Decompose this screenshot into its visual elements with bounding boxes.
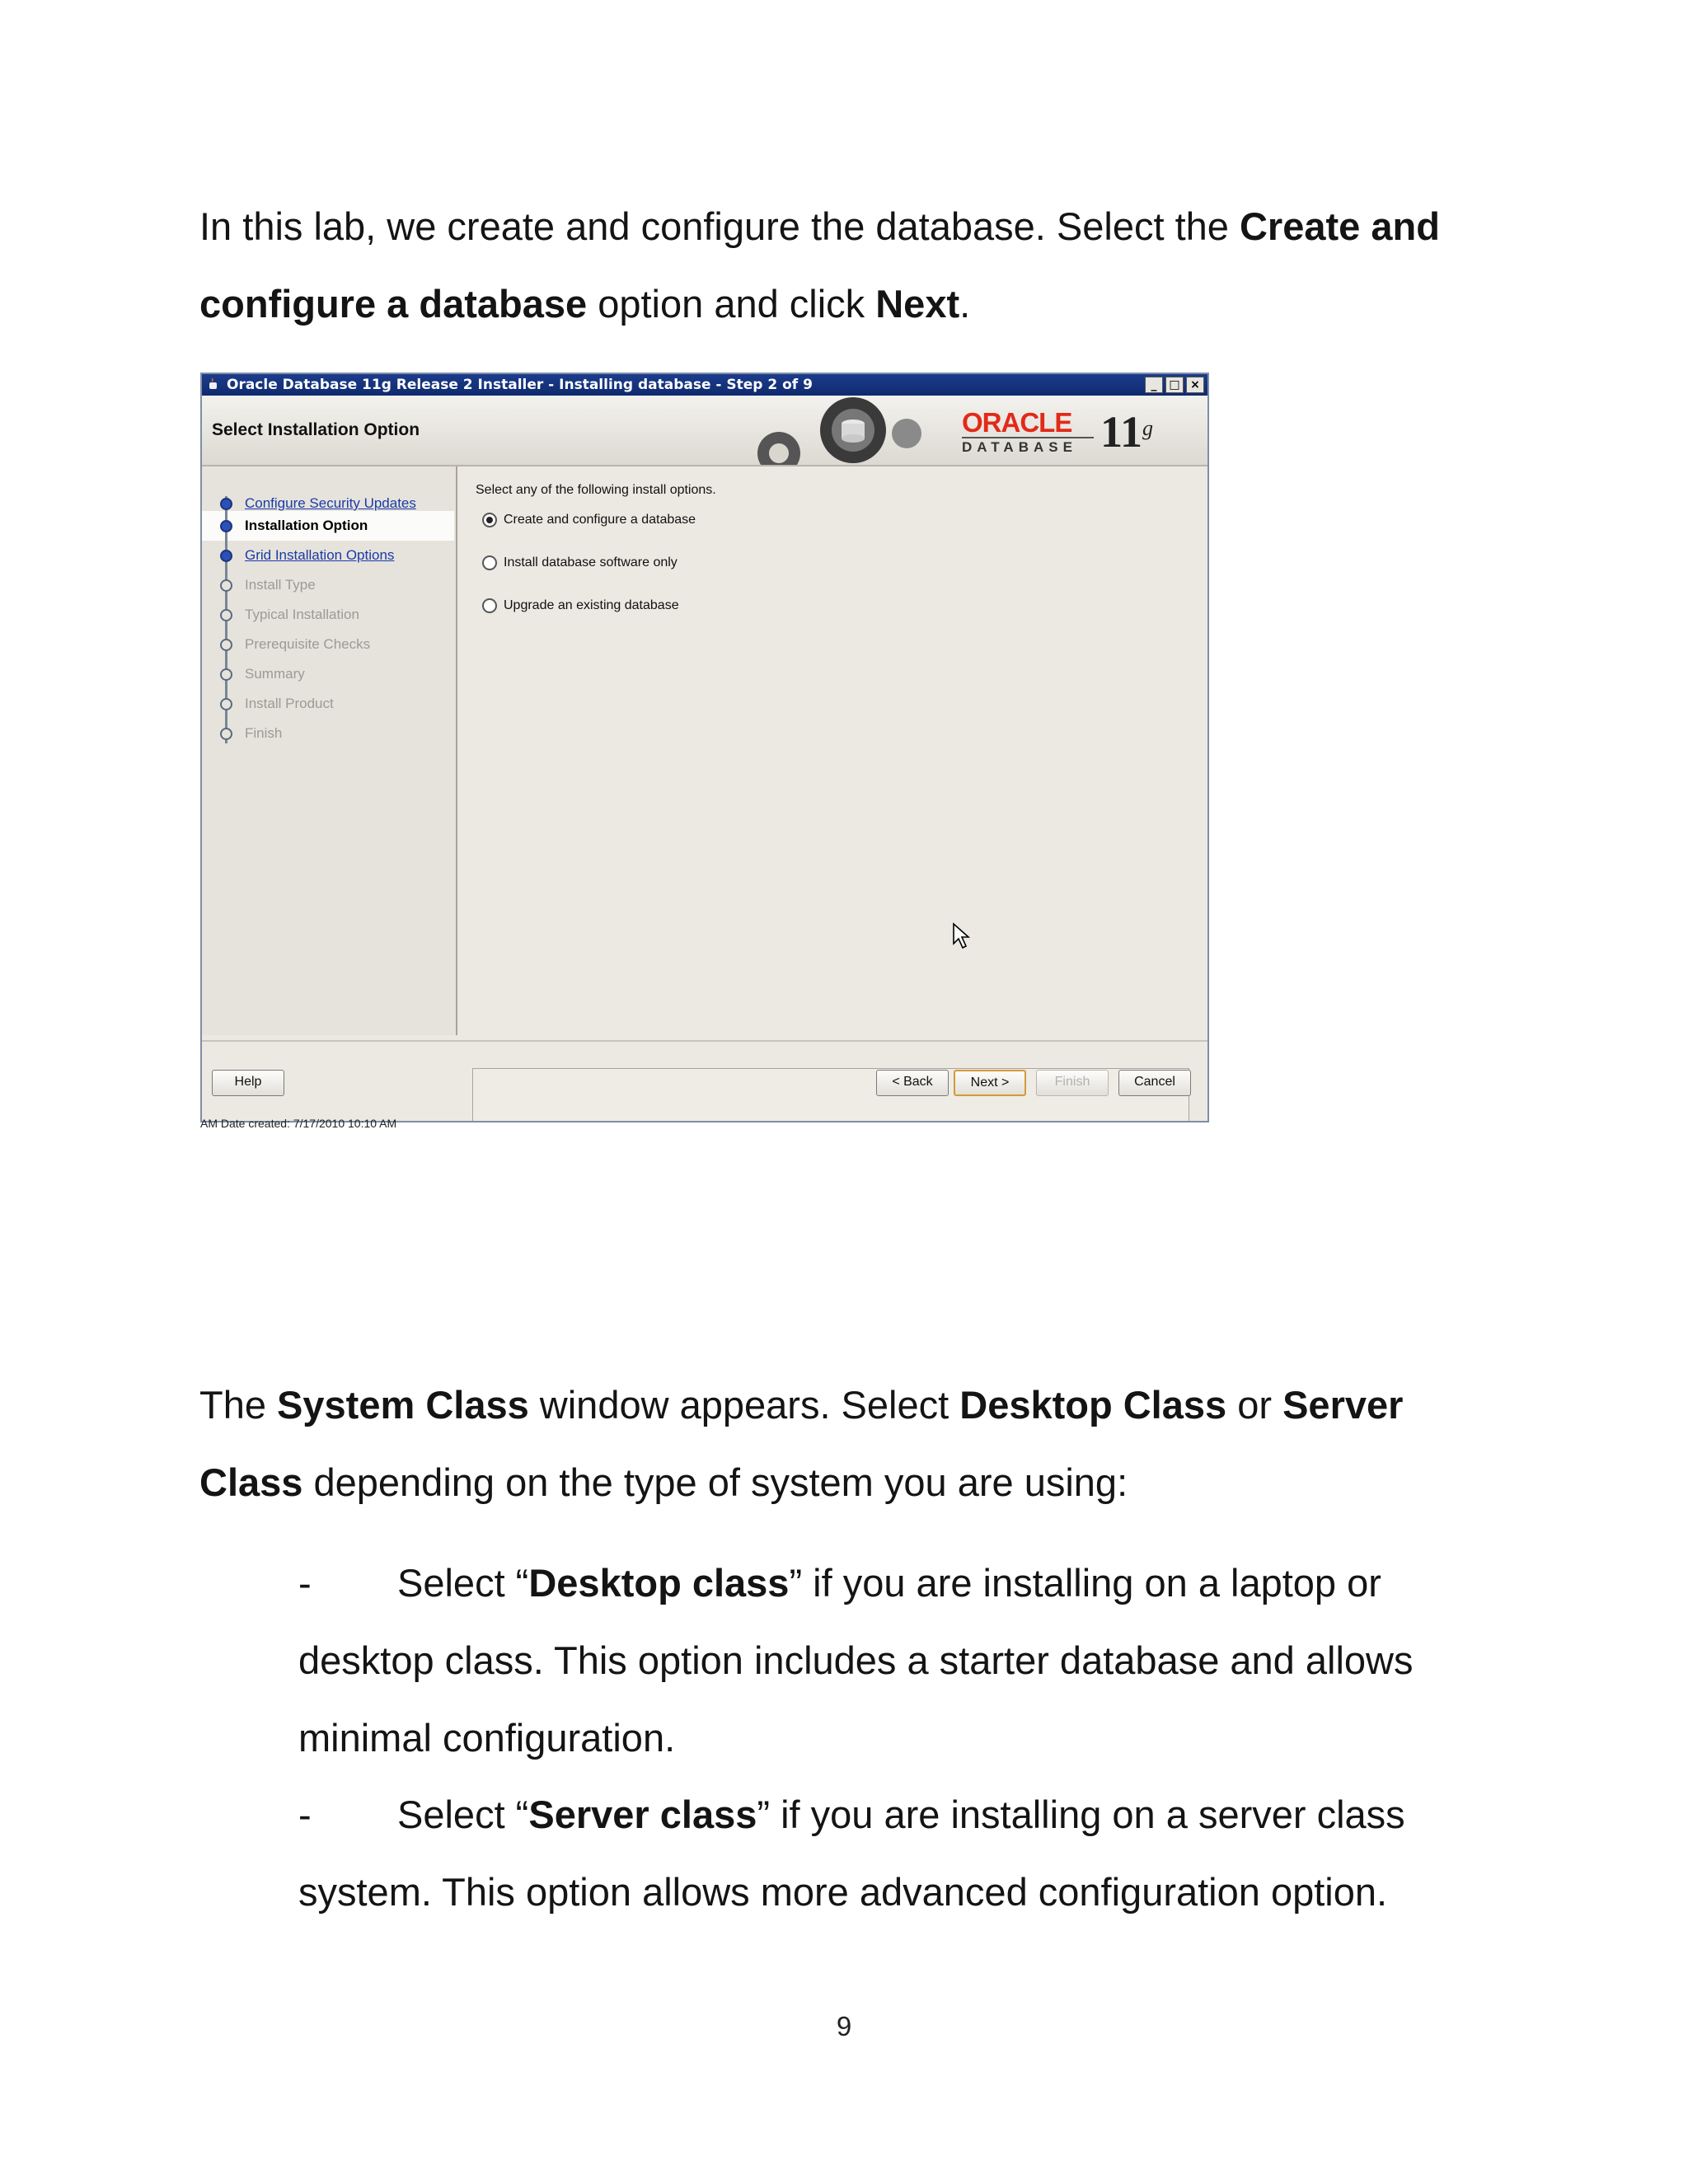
cancel-button[interactable]: Cancel: [1118, 1070, 1191, 1096]
options-panel: [464, 466, 1207, 1035]
next-button[interactable]: Next >: [954, 1070, 1026, 1096]
bullet-server-class: [298, 1776, 1493, 1931]
radio-icon[interactable]: [482, 555, 497, 570]
sc-text-3: or: [1226, 1383, 1283, 1427]
step-node-pending: [220, 668, 232, 681]
bullet-pre: Select “: [397, 1793, 529, 1836]
maximize-icon[interactable]: □: [1165, 377, 1184, 393]
bullet-dash: -: [298, 1793, 312, 1836]
step-node-pending: [220, 728, 232, 740]
window-title: Oracle Database 11g Release 2 Installer - Installing database - Step 2 of 9: [227, 377, 813, 393]
mouse-cursor-icon: [952, 922, 973, 950]
intro-text-1: In this lab, we create and configure the database. Select the: [199, 204, 1240, 248]
option-create-configure[interactable]: [482, 513, 696, 527]
step-summary: Summary: [245, 666, 305, 682]
intro-text-2: option and click: [587, 282, 876, 326]
step-grid-installation-options[interactable]: Grid Installation Options: [245, 547, 395, 563]
step-configure-security-updates[interactable]: Configure Security Updates: [245, 495, 416, 511]
option-label: Create and configure a database: [504, 513, 696, 527]
option-upgrade[interactable]: [482, 598, 679, 613]
step-typical-installation: Typical Installation: [245, 607, 359, 622]
intro-text-3: .: [959, 282, 971, 326]
help-button[interactable]: Help: [212, 1070, 284, 1096]
step-node-pending: [220, 639, 232, 651]
sc-text-4: depending on the type of system you are using:: [302, 1460, 1128, 1504]
intro-bold-create: Create and configure a database: [199, 204, 1440, 326]
gear-icon: [729, 396, 927, 465]
bullet-post: ” if you are installing on a server class system. This option allows more advanced configuration option.: [298, 1793, 1405, 1914]
steps-panel: [202, 466, 457, 1035]
version-mark: [1100, 407, 1153, 457]
radio-icon[interactable]: [482, 598, 497, 613]
window-titlebar: [202, 374, 1207, 396]
radio-selected-icon[interactable]: [482, 513, 497, 527]
back-button[interactable]: < Back: [876, 1070, 949, 1096]
page-number: 9: [836, 2011, 852, 2041]
option-software-only[interactable]: [482, 555, 678, 570]
step-node-current: [220, 520, 232, 532]
sc-text-2: window appears. Select: [528, 1383, 960, 1427]
sc-text-1: The: [199, 1383, 278, 1427]
bullet-dash: -: [298, 1561, 312, 1605]
system-class-paragraph: [199, 1366, 1502, 1521]
step-node-pending: [220, 698, 232, 710]
finish-button: Finish: [1036, 1070, 1109, 1096]
minimize-icon[interactable]: _: [1145, 377, 1163, 393]
step-node-pending: [220, 579, 232, 592]
options-prompt: Select any of the following install options.: [476, 483, 716, 497]
step-node-pending: [220, 609, 232, 621]
step-install-type: Install Type: [245, 577, 316, 593]
close-icon[interactable]: ×: [1186, 377, 1204, 393]
step-prerequisite-checks: Prerequisite Checks: [245, 636, 371, 652]
step-node-done: [220, 498, 232, 510]
step-installation-option: Installation Option: [245, 518, 368, 533]
installer-header: [202, 396, 1207, 466]
bullet-post: ” if you are installing on a laptop or desktop class. This option includes a starter database and allows minimal configuration.: [298, 1561, 1414, 1760]
step-finish: Finish: [245, 725, 283, 741]
sc-bold-server-class: Server Class: [199, 1383, 1404, 1504]
step-install-product: Install Product: [245, 696, 334, 711]
sc-bold-desktop-class: Desktop Class: [959, 1383, 1227, 1427]
step-node-done: [220, 550, 232, 562]
bullet-desktop-class: [298, 1544, 1493, 1777]
version-number: 11: [1100, 407, 1143, 457]
intro-bold-next: Next: [875, 282, 960, 326]
oracle-logo: [962, 409, 1094, 457]
oracle-brand: ORACLE: [962, 407, 1072, 438]
window-controls: [1145, 377, 1204, 393]
installer-screenshot: [200, 373, 1209, 1122]
oracle-database-label: DATABASE: [962, 437, 1094, 457]
header-title: Select Installation Option: [212, 420, 420, 439]
sc-bold-system-class: System Class: [277, 1383, 529, 1427]
option-label: Install database software only: [504, 555, 678, 569]
version-suffix: g: [1142, 416, 1154, 440]
bullet-bold: Server class: [528, 1793, 757, 1836]
option-label: Upgrade an existing database: [504, 598, 679, 612]
bullet-bold: Desktop class: [528, 1561, 790, 1605]
button-bar: [202, 1040, 1207, 1122]
java-cup-icon: [207, 377, 220, 391]
intro-paragraph: [199, 188, 1502, 343]
cropped-caption: AM Date created: 7/17/2010 10:10 AM: [200, 1119, 397, 1127]
bullet-pre: Select “: [397, 1561, 529, 1605]
